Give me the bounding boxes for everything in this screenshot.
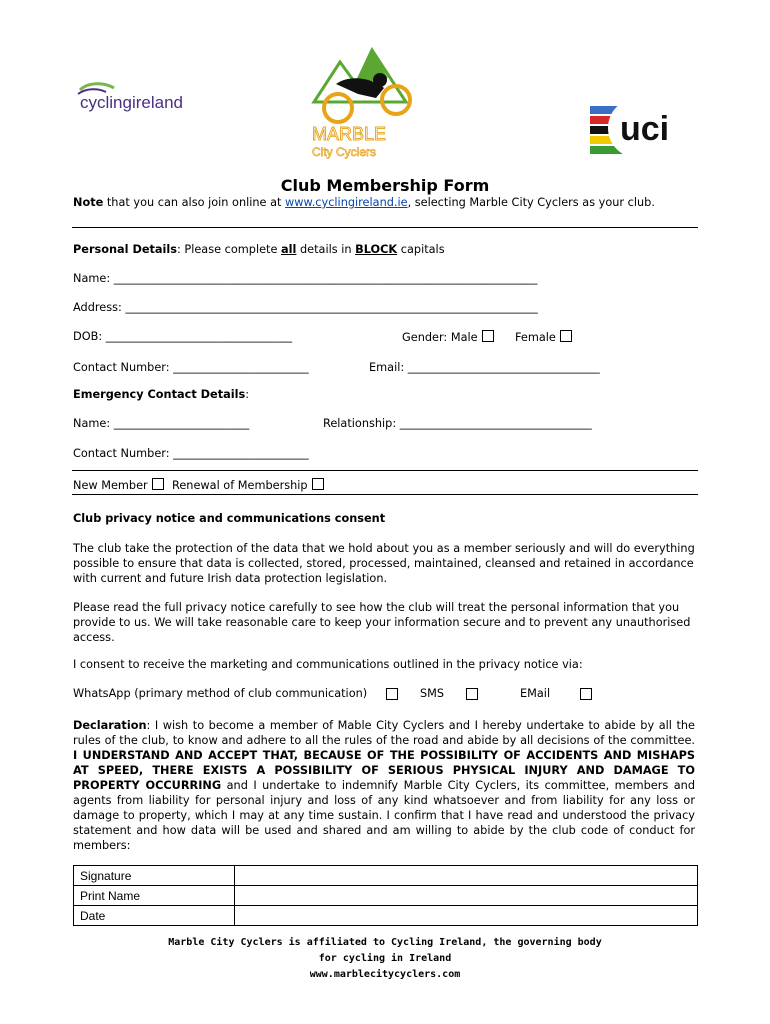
print-name-label: Print Name (74, 886, 235, 906)
signature-input[interactable] (235, 866, 698, 886)
date-row (74, 906, 698, 926)
emergency-heading (73, 388, 249, 401)
divider-top (72, 227, 698, 228)
privacy-paragraph-1: The club take the protection of the data that we hold about you as a member seriously and will do everything possible to ensure that data is collected, stored, processed, maintained, cleansed and retained in accordance with current and future Irish data protection legislation. (73, 542, 695, 585)
footer-website: www.marblecitycyclers.com (309, 969, 461, 980)
note-line (73, 196, 655, 209)
personal-instr-2: details in (296, 243, 356, 256)
marble-city-cyclers-logo (306, 44, 420, 162)
declaration-caps: I UNDERSTAND AND ACCEPT THAT, BECAUSE OF THE POSSIBILITY OF ACCIDENTS AND MISHAPS AT SPEED, THERE EXISTS A POSSIBILITY OF SERIOUS PHYSICAL INJURY AND DAMAGE TO PROPERTY OCCURRING (73, 749, 695, 792)
email-option-label: EMail (520, 687, 551, 700)
sms-label: SMS (420, 687, 445, 700)
signature-table (73, 865, 698, 926)
male-checkbox[interactable] (482, 330, 494, 342)
new-member-option[interactable] (73, 478, 164, 492)
new-member-label: New Member (73, 479, 148, 492)
email-checkbox[interactable] (580, 688, 592, 700)
cycling-ireland-logo (74, 80, 194, 116)
footer-line-2: for cycling in Ireland (318, 953, 452, 964)
note-label: Note (73, 196, 104, 209)
emergency-contact-field[interactable]: Contact Number: ________________________ (73, 447, 309, 460)
uci-wordmark: uci (620, 110, 670, 148)
gender-female-label: Female (515, 331, 556, 344)
relationship-field[interactable]: Relationship: __________________________________ (323, 417, 592, 430)
note-text-2: , selecting Marble City Cyclers as your club. (407, 196, 655, 209)
cycling-ireland-link[interactable]: www.cyclingireland.ie (285, 196, 408, 209)
date-input[interactable] (235, 906, 698, 926)
address-field[interactable]: Address: _________________________________________________________________________ (73, 301, 538, 314)
personal-instr-3: capitals (397, 243, 445, 256)
footer-line-1: Marble City Cyclers is affiliated to Cycling Ireland, the governing body (168, 937, 602, 948)
note-text-1: that you can also join online at (103, 196, 286, 209)
signature-label: Signature (74, 866, 235, 886)
personal-instr-block: BLOCK (355, 243, 398, 256)
personal-heading-label: Personal Details (73, 243, 177, 256)
print-name-row (74, 886, 698, 906)
declaration-label: Declaration (73, 719, 147, 732)
declaration-text-2: and I undertake to indemnify Marble City Cyclers, its committee, members and agents from liability for personal injury and loss of any kind whatsoever and from liability for any loss or damage to property, which I may at any time sustain. I confirm that I have read and understood the privacy statement and how data will be used and shared and am willing to abide by the club code of conduct for members: (73, 779, 695, 852)
privacy-paragraph-2: Please read the full privacy notice carefully to see how the club will treat the personal information that you provide to us. We will take reasonable care to keep your information secure and to prevent any unauthorised access. (73, 601, 691, 644)
name-field[interactable]: Name: ___________________________________________________________________________ (73, 272, 538, 285)
whatsapp-checkbox[interactable] (386, 688, 398, 700)
emergency-heading-label: Emergency Contact Details (73, 388, 246, 401)
personal-details-heading (73, 243, 445, 256)
sms-checkbox[interactable] (466, 688, 478, 700)
female-checkbox[interactable] (560, 330, 572, 342)
consent-text: I consent to receive the marketing and communications outlined in the privacy notice via: (73, 658, 583, 671)
gender-male-option[interactable] (402, 330, 494, 344)
personal-instr-all: all (281, 243, 297, 256)
form-title: Club Membership Form (280, 176, 490, 195)
personal-instr-1: : Please complete (177, 243, 282, 256)
club-logo-line2: City Cyclers (312, 145, 377, 159)
renewal-option[interactable] (172, 478, 324, 492)
emergency-name-field[interactable]: Name: ________________________ (73, 417, 250, 430)
print-name-input[interactable] (235, 886, 698, 906)
cycling-ireland-wordmark: cyclingireland (80, 93, 183, 112)
divider-membership-bottom (72, 494, 698, 495)
privacy-heading: Club privacy notice and communications consent (73, 512, 386, 525)
gender-male-label: Gender: Male (402, 331, 478, 344)
renewal-label: Renewal of Membership (172, 479, 308, 492)
declaration-paragraph (73, 718, 695, 853)
whatsapp-label: WhatsApp (primary method of club communication) (73, 687, 368, 700)
contact-number-field[interactable]: Contact Number: ________________________ (73, 361, 309, 374)
date-label: Date (74, 906, 235, 926)
declaration-text-1: : I wish to become a member of Mable City Cyclers and I hereby undertake to abide by all the rules of the club, to know and adhere to all the rules of the road and abide by all decisions of the committee. (73, 719, 695, 747)
email-field[interactable]: Email: __________________________________ (369, 361, 600, 374)
divider-membership-top (72, 470, 698, 471)
dob-field[interactable]: DOB: _________________________________ (73, 330, 293, 343)
emergency-heading-colon: : (245, 388, 249, 401)
signature-row (74, 866, 698, 886)
gender-female-option[interactable] (515, 330, 572, 344)
renewal-checkbox[interactable] (312, 478, 324, 490)
new-member-checkbox[interactable] (152, 478, 164, 490)
footer (0, 935, 770, 983)
club-logo-line1: MARBLE (312, 124, 387, 144)
uci-logo (584, 94, 694, 162)
